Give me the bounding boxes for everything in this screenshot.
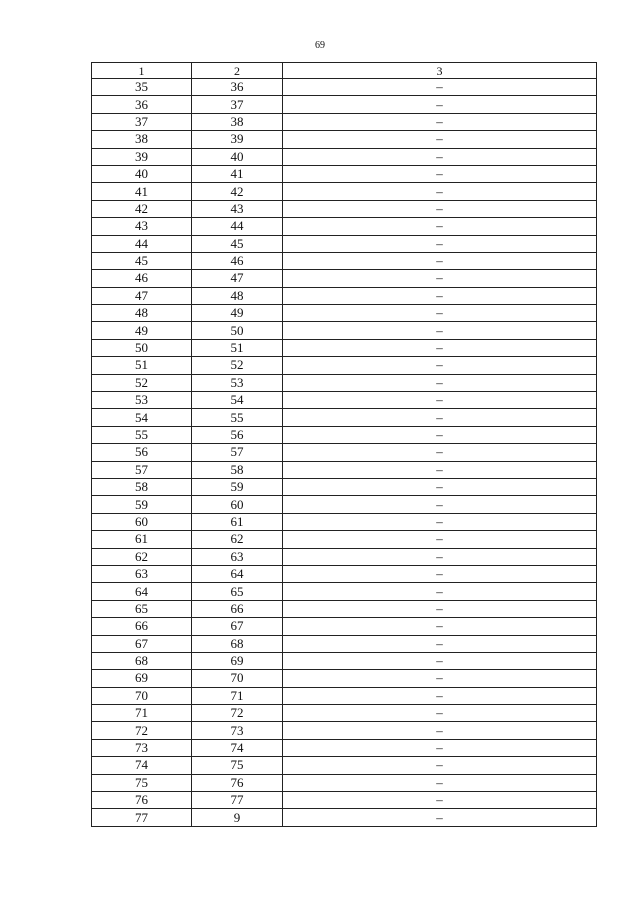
table-cell-col-2: 59 <box>192 478 283 495</box>
table-cell-col-1: 70 <box>92 687 192 704</box>
table-cell-col-1: 37 <box>92 113 192 130</box>
table-row <box>92 96 597 113</box>
table-cell-col-3: – <box>283 670 597 687</box>
table-row <box>92 600 597 617</box>
table-cell-col-2: 48 <box>192 287 283 304</box>
table-row <box>92 722 597 739</box>
table-cell-col-1: 74 <box>92 757 192 774</box>
table-row <box>92 792 597 809</box>
table-row <box>92 809 597 826</box>
table-cell-col-2: 57 <box>192 444 283 461</box>
table-cell-col-2: 63 <box>192 548 283 565</box>
table-cell-col-2: 67 <box>192 618 283 635</box>
table-cell-col-2: 54 <box>192 392 283 409</box>
table-cell-col-2: 44 <box>192 218 283 235</box>
page-number: 69 <box>315 40 325 51</box>
table-cell-col-3: – <box>283 374 597 391</box>
table-header-row <box>92 63 597 79</box>
table-cell-col-3: – <box>283 548 597 565</box>
table-cell-col-1: 71 <box>92 705 192 722</box>
table-cell-col-1: 55 <box>92 426 192 443</box>
table-cell-col-3: – <box>283 322 597 339</box>
table-cell-col-1: 35 <box>92 79 192 96</box>
table-cell-col-3: – <box>283 392 597 409</box>
table-cell-col-3: – <box>283 496 597 513</box>
table-row <box>92 270 597 287</box>
table-cell-col-3: – <box>283 722 597 739</box>
table-cell-col-3: – <box>283 513 597 530</box>
table-row <box>92 339 597 356</box>
table-cell-col-2: 46 <box>192 252 283 269</box>
table-row <box>92 652 597 669</box>
table-cell-col-2: 38 <box>192 113 283 130</box>
table-cell-col-3: – <box>283 409 597 426</box>
table-cell-col-1: 61 <box>92 531 192 548</box>
table-row <box>92 705 597 722</box>
table-cell-col-2: 62 <box>192 531 283 548</box>
table-cell-col-1: 49 <box>92 322 192 339</box>
table-cell-col-3: – <box>283 583 597 600</box>
table-cell-col-3: – <box>283 183 597 200</box>
table-cell-col-1: 54 <box>92 409 192 426</box>
table-row <box>92 687 597 704</box>
table-cell-col-1: 66 <box>92 618 192 635</box>
table-cell-col-1: 68 <box>92 652 192 669</box>
table-row <box>92 496 597 513</box>
table-cell-col-2: 68 <box>192 635 283 652</box>
table-cell-col-3: – <box>283 705 597 722</box>
table-cell-col-1: 41 <box>92 183 192 200</box>
table-row <box>92 461 597 478</box>
table-row <box>92 565 597 582</box>
table-cell-col-1: 46 <box>92 270 192 287</box>
table-cell-col-1: 75 <box>92 774 192 791</box>
table-cell-col-2: 71 <box>192 687 283 704</box>
table-cell-col-3: – <box>283 339 597 356</box>
column-header-2: 2 <box>192 63 283 79</box>
table-cell-col-2: 53 <box>192 374 283 391</box>
table-row <box>92 444 597 461</box>
table-cell-col-3: – <box>283 600 597 617</box>
table-cell-col-3: – <box>283 652 597 669</box>
table-cell-col-3: – <box>283 618 597 635</box>
table-cell-col-1: 76 <box>92 792 192 809</box>
column-header-3: 3 <box>283 63 597 79</box>
table-row <box>92 235 597 252</box>
table-row <box>92 478 597 495</box>
table-cell-col-3: – <box>283 426 597 443</box>
table-cell-col-2: 74 <box>192 739 283 756</box>
table-cell-col-2: 42 <box>192 183 283 200</box>
table-cell-col-1: 69 <box>92 670 192 687</box>
data-table <box>91 62 597 827</box>
table-row <box>92 739 597 756</box>
table-row <box>92 670 597 687</box>
table-cell-col-2: 39 <box>192 131 283 148</box>
table-row <box>92 392 597 409</box>
table-row <box>92 200 597 217</box>
table-row <box>92 635 597 652</box>
table-cell-col-2: 61 <box>192 513 283 530</box>
table-cell-col-3: – <box>283 148 597 165</box>
table-cell-col-2: 52 <box>192 357 283 374</box>
table-cell-col-3: – <box>283 757 597 774</box>
table-cell-col-2: 76 <box>192 774 283 791</box>
table-cell-col-2: 43 <box>192 200 283 217</box>
table-cell-col-1: 43 <box>92 218 192 235</box>
table-cell-col-1: 72 <box>92 722 192 739</box>
table-row <box>92 322 597 339</box>
column-header-1: 1 <box>92 63 192 79</box>
table-cell-col-1: 45 <box>92 252 192 269</box>
table-cell-col-2: 56 <box>192 426 283 443</box>
table-cell-col-1: 48 <box>92 305 192 322</box>
table-row <box>92 618 597 635</box>
table-cell-col-1: 47 <box>92 287 192 304</box>
table-row <box>92 774 597 791</box>
table-row <box>92 757 597 774</box>
table-cell-col-1: 51 <box>92 357 192 374</box>
table-cell-col-2: 9 <box>192 809 283 826</box>
table-cell-col-3: – <box>283 444 597 461</box>
table-cell-col-3: – <box>283 687 597 704</box>
table-cell-col-3: – <box>283 287 597 304</box>
table-cell-col-1: 58 <box>92 478 192 495</box>
table-cell-col-3: – <box>283 96 597 113</box>
table-cell-col-3: – <box>283 635 597 652</box>
table-cell-col-3: – <box>283 357 597 374</box>
table-cell-col-2: 69 <box>192 652 283 669</box>
table-row <box>92 583 597 600</box>
table-cell-col-3: – <box>283 531 597 548</box>
table-cell-col-1: 57 <box>92 461 192 478</box>
table-cell-col-2: 37 <box>192 96 283 113</box>
table-cell-col-1: 56 <box>92 444 192 461</box>
table-row <box>92 113 597 130</box>
table-cell-col-2: 47 <box>192 270 283 287</box>
table-cell-col-2: 64 <box>192 565 283 582</box>
table-cell-col-2: 50 <box>192 322 283 339</box>
table-row <box>92 165 597 182</box>
table-cell-col-1: 40 <box>92 165 192 182</box>
table-row <box>92 252 597 269</box>
table-row <box>92 131 597 148</box>
table-cell-col-3: – <box>283 565 597 582</box>
table-row <box>92 513 597 530</box>
table-cell-col-1: 67 <box>92 635 192 652</box>
table-cell-col-1: 50 <box>92 339 192 356</box>
table-cell-col-3: – <box>283 113 597 130</box>
table-cell-col-2: 60 <box>192 496 283 513</box>
table-cell-col-2: 36 <box>192 79 283 96</box>
table-cell-col-2: 51 <box>192 339 283 356</box>
table-cell-col-1: 60 <box>92 513 192 530</box>
table-cell-col-1: 38 <box>92 131 192 148</box>
table-row <box>92 409 597 426</box>
table-cell-col-2: 55 <box>192 409 283 426</box>
table-cell-col-1: 39 <box>92 148 192 165</box>
table-cell-col-3: – <box>283 739 597 756</box>
table-cell-col-3: – <box>283 252 597 269</box>
table-cell-col-2: 41 <box>192 165 283 182</box>
table-row <box>92 426 597 443</box>
table-row <box>92 548 597 565</box>
table-cell-col-3: – <box>283 809 597 826</box>
table-row <box>92 357 597 374</box>
table-cell-col-3: – <box>283 461 597 478</box>
table-cell-col-2: 75 <box>192 757 283 774</box>
table-cell-col-2: 66 <box>192 600 283 617</box>
table-cell-col-3: – <box>283 270 597 287</box>
table-cell-col-1: 52 <box>92 374 192 391</box>
table-cell-col-1: 73 <box>92 739 192 756</box>
table-cell-col-1: 36 <box>92 96 192 113</box>
table-cell-col-2: 45 <box>192 235 283 252</box>
table-cell-col-2: 73 <box>192 722 283 739</box>
table-body <box>92 79 597 827</box>
table-cell-col-1: 64 <box>92 583 192 600</box>
table-cell-col-3: – <box>283 79 597 96</box>
table-row <box>92 531 597 548</box>
table-cell-col-1: 77 <box>92 809 192 826</box>
table-cell-col-1: 63 <box>92 565 192 582</box>
table-cell-col-3: – <box>283 165 597 182</box>
table-cell-col-2: 70 <box>192 670 283 687</box>
table-row <box>92 79 597 96</box>
table-cell-col-1: 65 <box>92 600 192 617</box>
table-cell-col-3: – <box>283 774 597 791</box>
table-cell-col-3: – <box>283 131 597 148</box>
table-cell-col-2: 49 <box>192 305 283 322</box>
table-cell-col-3: – <box>283 792 597 809</box>
table-cell-col-3: – <box>283 200 597 217</box>
table-cell-col-1: 42 <box>92 200 192 217</box>
table-cell-col-3: – <box>283 235 597 252</box>
table-cell-col-2: 72 <box>192 705 283 722</box>
table-cell-col-3: – <box>283 305 597 322</box>
table-cell-col-1: 59 <box>92 496 192 513</box>
table-cell-col-2: 40 <box>192 148 283 165</box>
table-row <box>92 374 597 391</box>
table-cell-col-2: 77 <box>192 792 283 809</box>
table-cell-col-1: 62 <box>92 548 192 565</box>
table-cell-col-3: – <box>283 478 597 495</box>
table-cell-col-2: 65 <box>192 583 283 600</box>
table-row <box>92 148 597 165</box>
table-cell-col-1: 44 <box>92 235 192 252</box>
table-row <box>92 218 597 235</box>
table-cell-col-3: – <box>283 218 597 235</box>
table-row <box>92 287 597 304</box>
table-row <box>92 305 597 322</box>
table-cell-col-2: 58 <box>192 461 283 478</box>
table-row <box>92 183 597 200</box>
table-cell-col-1: 53 <box>92 392 192 409</box>
